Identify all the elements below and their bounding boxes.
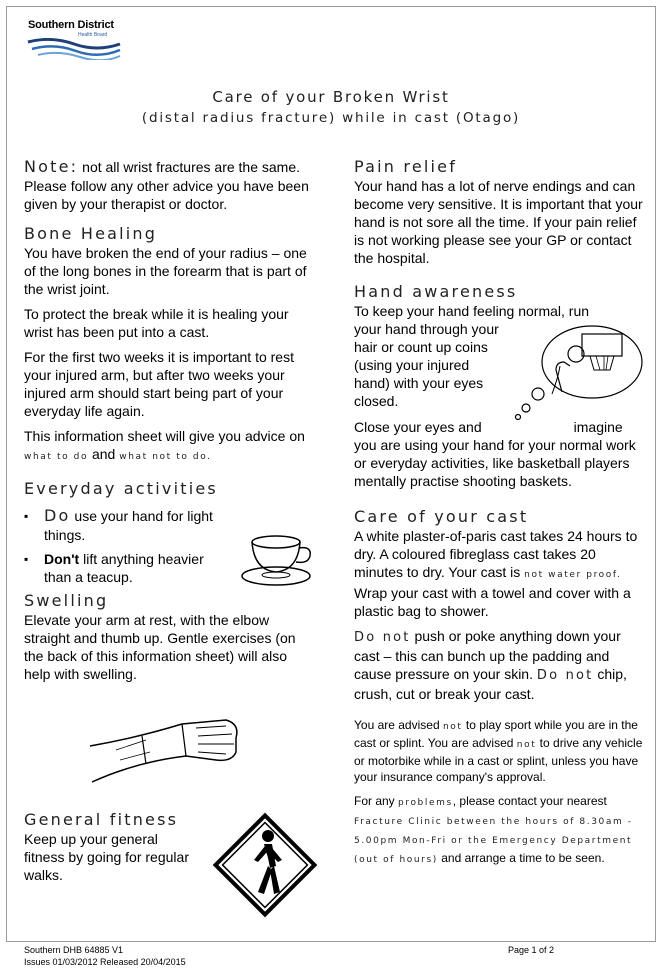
cast-p2: Do not push or poke anything down your cast – this can bunch up the padding and cause pressure on your skin. Do not chip, crush, cut or break your cast.: [354, 628, 627, 702]
awareness-p2: Close your eyes and imagine you are using your hand for your normal work or everyday activities, like basketball players mentally practise shooting baskets.: [354, 419, 636, 489]
footer-code: Southern DHB 64885 V1: [24, 945, 124, 955]
logo-waves-icon: [26, 38, 122, 60]
bone-p2: To protect the break while it is healing your wrist has been put into a cast.: [24, 306, 289, 340]
pedestrian-sign-icon: [212, 812, 318, 918]
everyday-bullet-1: ▪ Do use your hand for light things.: [24, 507, 229, 544]
awareness-p1b: your hand through your hair or count up coins (using your injured hand) with your eyes closed.: [354, 321, 499, 409]
basketball-thought-icon: [512, 322, 646, 422]
awareness-p1a: To keep your hand feeling normal, run: [354, 303, 590, 319]
fitness-section: [24, 811, 194, 884]
fitness-text: Keep up your general fitness by going for regular walks.: [24, 831, 189, 883]
advice-paragraph: You are advised not to play sport while you are in the cast or splint. You are advised not to drive any vehicle or motorbike while in a cast or splint, unless you have your insurance company's approval.: [354, 718, 643, 784]
pain-text: Your hand has a lot of nerve endings and can become very sensitive. It is important that your hand is not sore all the time. If your pain relief is not working please see your GP or contact the hospital.: [354, 178, 643, 266]
page-subtitle: (distal radius fracture) while in cast (Otago): [141, 110, 521, 126]
bone-p4: This information sheet will give you advice on what to do and what not to do.: [24, 428, 305, 462]
cast-p1: A white plaster-of-paris cast takes 24 hours to dry. A coloured fibreglass cast takes 20 minutes to dry. Your cast is not water proof. Wrap your cast with a towel and cover with a plastic bag to shower.: [354, 528, 638, 619]
bone-p3: For the first two weeks it is important to rest your injured arm, but after two weeks your injured arm should start being part of your everyday life again.: [24, 349, 294, 419]
note-lead: Note:: [24, 157, 79, 176]
everyday-bullet-2: ▪ Don't lift anything heavier than a teacup.: [24, 550, 229, 586]
cast-heading: Care of your cast: [354, 507, 529, 526]
awareness-heading: Hand awareness: [354, 282, 518, 301]
contact-paragraph: For any problems, please contact your nearest Fracture Clinic between the hours of 8.30am - 5.00pm Mon-Fri or the Emergency Department (out of hours) and arrange a time to be seen.: [354, 794, 633, 865]
logo-sub: Health Board: [78, 32, 108, 38]
left-column: [24, 158, 316, 683]
note-paragraph: Note: not all wrist fractures are the same. Please follow any other advice you have been given by your therapist or doctor.: [24, 157, 309, 212]
teacup-icon: [240, 532, 320, 592]
everyday-heading: Everyday activities: [24, 479, 218, 498]
footer-page: Page 1 of 2: [508, 945, 555, 955]
page-title: Care of your Broken Wrist: [212, 88, 450, 106]
right-column: [354, 158, 644, 869]
footer-left: [24, 944, 186, 968]
footer-issues: Issues 01/03/2012 Released 20/04/2015: [24, 957, 186, 967]
arm-cast-icon: [86, 706, 246, 786]
bone-p1: You have broken the end of your radius – one of the long bones in the forearm that is part of the wrist joint.: [24, 245, 307, 297]
logo-name: Southern District: [28, 19, 114, 31]
bone-heading: Bone Healing: [24, 224, 158, 243]
logo: [26, 18, 126, 60]
swelling-heading: Swelling: [24, 591, 109, 610]
fitness-heading: General fitness: [24, 810, 179, 829]
pain-heading: Pain relief: [354, 157, 458, 176]
swelling-text: Elevate your arm at rest, with the elbow straight and thumb up. Gentle exercises (on the back of this information sheet) will also help with swelling.: [24, 612, 296, 682]
